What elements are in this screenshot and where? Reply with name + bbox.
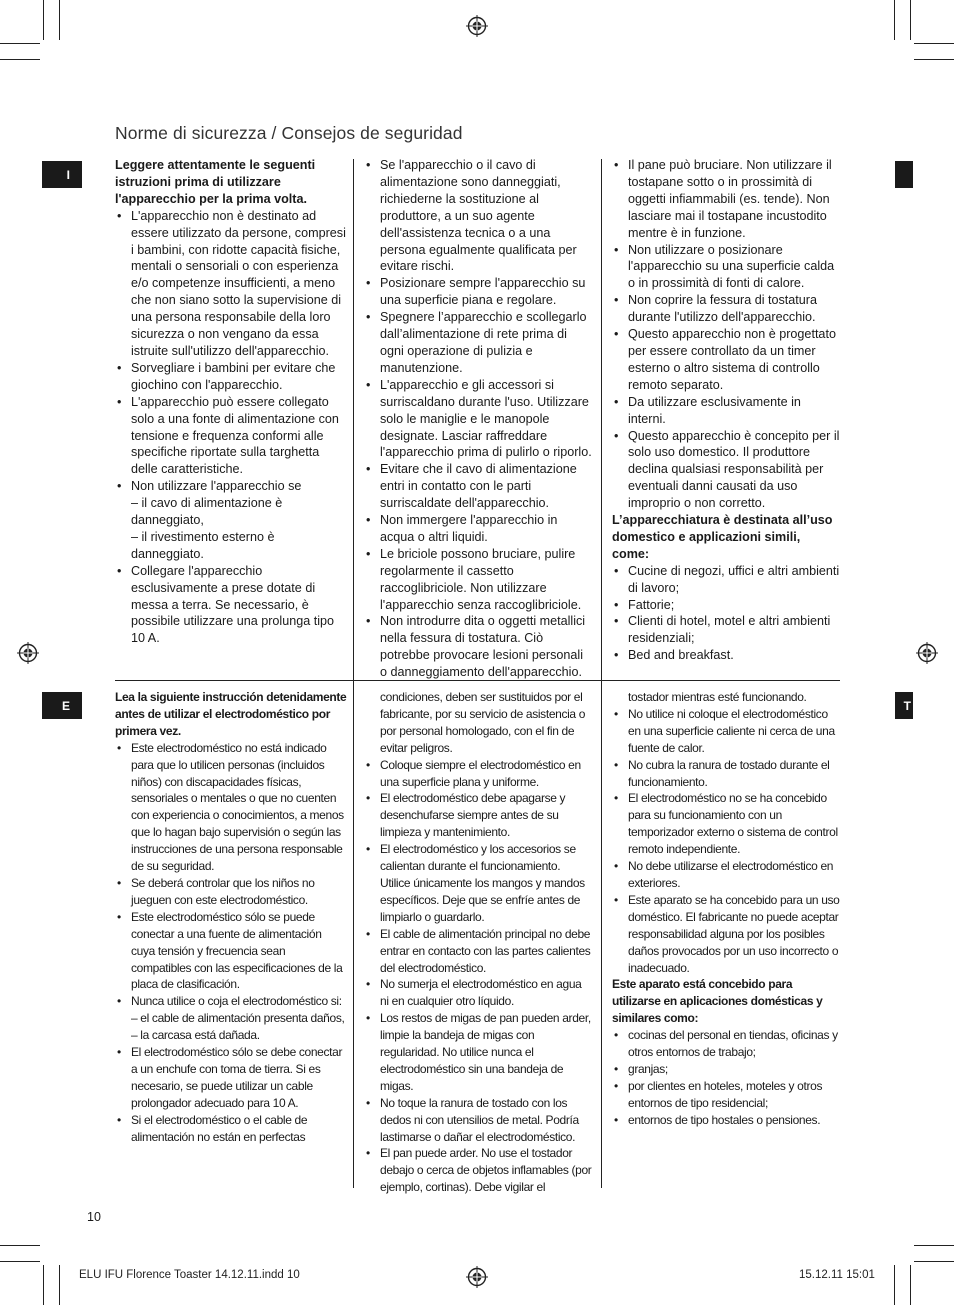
list-item: • Este electrodoméstico no está indicado para que lo utilicen personas (incluidos niños) con discapacidades físicas, sensoriales o mentales o que no cuenten con experiencia o conocimientos, a menos que lo hagan bajo supervisión o según las instrucciones de una persona responsable de su seguridad.	[115, 740, 347, 875]
list-item: • No debe utilizarse el electrodoméstico en exteriores.	[612, 858, 842, 892]
list-item: • No sumerja el electrodoméstico en agua ni en cualquier otro líquido.	[364, 976, 592, 1010]
list-item: • No cubra la ranura de tostado durante el funcionamiento.	[612, 757, 842, 791]
italian-list-1	[115, 208, 347, 648]
crop-mark	[59, 1265, 60, 1305]
crop-mark	[43, 0, 44, 40]
language-tab-italian: I	[42, 161, 82, 188]
italian-list-3	[612, 157, 840, 512]
spanish-column-1	[115, 689, 347, 1145]
spanish-intro: Lea la siguiente instrucción detenidamente antes de utilizar el electrodoméstico por primera vez.	[115, 690, 347, 738]
crop-mark	[0, 1261, 40, 1262]
crop-mark	[59, 0, 60, 40]
column-divider	[601, 159, 602, 680]
italian-usage-heading: L’apparecchiatura è destinata all’uso domestico e applicazioni simili, come:	[612, 513, 833, 561]
list-item: • El pan puede arder. No use el tostador debajo o cerca de objetos inflamables (por ejemplo, cortinas). Debe vigilar el	[364, 1145, 592, 1196]
column-divider	[353, 159, 354, 680]
language-tab-right-bottom: T	[895, 692, 913, 719]
list-item: • No utilice ni coloque el electrodoméstico en una superficie caliente ni cerca de una fuente de calor.	[612, 706, 842, 757]
list-item: • Il pane può bruciare. Non utilizzare il tostapane sotto o in prossimità di oggetti infiammabili (es. tende). Non lasciare mai il tostapane incustodito mentre è in funzione.	[612, 157, 840, 242]
registration-mark-icon	[466, 15, 488, 37]
spanish-list-2	[364, 757, 592, 1197]
column-divider	[601, 681, 602, 1188]
spanish-usage-heading: Este aparato está concebido para utilizarse en aplicaciones domésticas y similares como:	[612, 977, 823, 1026]
spanish-continuation: condiciones, deben ser sustituidos por el fabricante, por su servicio de asistencia o por personal homologado, con el fin de evitar peligros.	[380, 690, 586, 755]
list-item: • Da utilizzare esclusivamente in interni.	[612, 394, 840, 428]
spanish-continuation: tostador mientras esté funcionando.	[628, 690, 807, 704]
page-number: 10	[87, 1210, 101, 1224]
list-item: • Non utilizzare l'apparecchio se	[115, 478, 347, 495]
crop-mark	[894, 0, 895, 40]
list-item: • El electrodoméstico debe apagarse y desenchufarse siempre antes de su limpieza y mantenimiento.	[364, 790, 592, 841]
crop-mark	[43, 1265, 44, 1305]
crop-mark	[914, 43, 954, 44]
italian-column-1	[115, 157, 347, 647]
spanish-column-2	[364, 689, 592, 1196]
list-item: • por clientes en hoteles, moteles y otros entornos de tipo residencial;	[612, 1078, 842, 1112]
list-item: • Cucine di negozi, uffici e altri ambienti di lavoro;	[612, 563, 840, 597]
list-item: • Sorvegliare i bambini per evitare che giochino con l'apparecchio.	[115, 360, 347, 394]
list-item: • granjas;	[612, 1061, 842, 1078]
list-item: • entornos de tipo hostales o pensiones.	[612, 1112, 842, 1129]
crop-mark	[0, 1245, 40, 1246]
language-tab-right-top	[895, 161, 913, 188]
list-item: • Collegare l'apparecchio esclusivamente a prese dotate di messa a terra. Se necessario, è possibile utilizzare una prolunga tipo 10 A.	[115, 563, 347, 648]
list-item: • L'apparecchio e gli accessori si surriscaldano durante l'uso. Utilizzare solo le maniglie e le manopole designate. Lasciar raffreddare l'apparecchio prima di pulirlo o riporlo.	[364, 377, 592, 462]
italian-list-2	[364, 157, 592, 681]
list-subitem: – el cable de alimentación presenta daños,	[131, 1011, 345, 1026]
list-item: • El electrodoméstico y los accesorios se calientan durante el funcionamiento. Utilice únicamente los mangos y mandos específicos. Deje que se enfríe antes de limpiarlo o guardarlo.	[364, 841, 592, 926]
crop-mark	[910, 0, 911, 40]
crop-mark	[914, 59, 954, 60]
list-item: • Le briciole possono bruciare, pulire regolarmente il cassetto raccoglibriciole. Non utilizzare l'apparecchio senza raccoglibriciole.	[364, 546, 592, 614]
crop-mark	[914, 1245, 954, 1246]
crop-mark	[0, 59, 40, 60]
list-item: • El electrodoméstico no se ha concebido para su funcionamiento con un temporizador externo o sistema de control remoto independiente.	[612, 790, 842, 858]
crop-mark	[894, 1265, 895, 1305]
list-item: • L'apparecchio non è destinato ad essere utilizzato da persone, compresi i bambini, con ridotte capacità fisiche, mentali o sensoriali o con esperienza e/o competenze insufficienti, a meno che non siano sotto la supervisione di una persona responsabile della loro sicurezza o non vengano da essa istruite sull'utilizzo dell'apparecchio.	[115, 208, 347, 360]
list-item: • Este electrodoméstico sólo se puede conectar a una fuente de alimentación cuya tensión y frecuencia sean compatibles con las especificaciones de la placa de clasificación.	[115, 909, 347, 994]
list-item: • Non introdurre dita o oggetti metallici nella fessura di tostatura. Ciò potrebbe provocare lesioni personali o danneggiamento dell'apparecchio.	[364, 613, 592, 681]
list-item: • Non coprire la fessura di tostatura durante l'utilizzo dell'apparecchio.	[612, 292, 840, 326]
list-item: • Questo apparecchio è concepito per il solo uso domestico. Il produttore declina qualsiasi responsabilità per eventuali danni causati da uso improprio o non corretto.	[612, 428, 840, 513]
registration-mark-icon	[916, 642, 938, 664]
list-item: • cocinas del personal en tiendas, oficinas y otros entornos de trabajo;	[612, 1027, 842, 1061]
list-item: • Este aparato se ha concebido para un uso doméstico. El fabricante no puede aceptar responsabilidad alguna por los posibles daños provocados por un uso incorrecto o inadecuado.	[612, 892, 842, 977]
list-item: • No toque la ranura de tostado con los dedos ni con utensilios de metal. Podría lastimarse o dañar el electrodoméstico.	[364, 1095, 592, 1146]
list-subitem: – la carcasa está dañada.	[131, 1028, 260, 1043]
list-item: • L'apparecchio può essere collegato solo a una fonte di alimentazione con tensione e frequenza conformi alle specifiche riportate sulla targhetta delle caratteristiche.	[115, 394, 347, 479]
registration-mark-icon	[17, 642, 39, 664]
list-item: • Bed and breakfast.	[612, 647, 840, 664]
page-title: Norme di sicurezza / Consejos de seguridad	[115, 123, 463, 143]
italian-intro: Leggere attentamente le seguenti istruzioni prima di utilizzare l'apparecchio per la prima volta.	[115, 158, 316, 206]
list-item: • Posizionare sempre l'apparecchio su una superficie piana e regolare.	[364, 275, 592, 309]
language-tab-spanish: E	[42, 692, 82, 719]
list-item: • Si el electrodoméstico o el cable de alimentación no están en perfectas	[115, 1112, 347, 1146]
list-item: • Los restos de migas de pan pueden arder, limpie la bandeja de migas con regularidad. No utilice nunca el electrodoméstico sin una bandeja de migas.	[364, 1010, 592, 1095]
spanish-list-3	[612, 706, 842, 977]
registration-mark-icon	[466, 1266, 488, 1288]
list-item: • El cable de alimentación principal no debe entrar en contacto con las partes calientes del electrodoméstico.	[364, 926, 592, 977]
list-item: • Fattorie;	[612, 597, 840, 614]
italian-column-2	[364, 157, 592, 681]
list-item: • Non immergere l'apparecchio in acqua o altri liquidi.	[364, 512, 592, 546]
list-item: • Non utilizzare o posizionare l'apparecchio su una superficie calda o in prossimità di fonti di calore.	[612, 242, 840, 293]
list-item: • Se deberá controlar que los niños no jueguen con este electrodoméstico.	[115, 875, 347, 909]
list-item: • Spegnere l’apparecchio e scollegarlo dall’alimentazione di rete prima di ogni operazione di pulizia e manutenzione.	[364, 309, 592, 377]
italian-column-3	[612, 157, 840, 664]
spanish-column-3	[612, 689, 842, 1129]
list-subitem: – il cavo di alimentazione è danneggiato,	[131, 496, 283, 528]
list-item: • Evitare che il cavo di alimentazione entri in contatto con le parti surriscaldate dell'apparecchio.	[364, 461, 592, 512]
crop-mark	[910, 1265, 911, 1305]
column-divider	[353, 681, 354, 1188]
list-item: • Coloque siempre el electrodoméstico en una superficie plana y uniforme.	[364, 757, 592, 791]
footer-file-info: ELU IFU Florence Toaster 14.12.11.indd 10	[79, 1269, 300, 1281]
spanish-list-1	[115, 740, 347, 1146]
list-item: • Se l'apparecchio o il cavo di alimentazione sono danneggiati, richiederne la sostituzione al produttore, a un suo agente dell'assistenza tecnica o a una persona egualmente qualificata per evitare rischi.	[364, 157, 592, 275]
list-item: • Clienti di hotel, motel e altri ambienti residenziali;	[612, 613, 840, 647]
list-item: • El electrodoméstico sólo se debe conectar a un enchufe con toma de tierra. Si es necesario, se puede utilizar un cable prolongador adecuado para 10 A.	[115, 1044, 347, 1112]
list-item: • Nunca utilice o coja el electrodoméstico si:	[115, 993, 347, 1010]
list-item: • Questo apparecchio non è progettato per essere controllato da un timer esterno o altro sistema di controllo remoto separato.	[612, 326, 840, 394]
crop-mark	[0, 43, 40, 44]
footer-timestamp: 15.12.11 15:01	[799, 1269, 875, 1281]
italian-usage-list	[612, 563, 840, 664]
spanish-usage-list	[612, 1027, 842, 1128]
list-subitem: – il rivestimento esterno è danneggiato.	[131, 529, 275, 561]
crop-mark	[914, 1261, 954, 1262]
